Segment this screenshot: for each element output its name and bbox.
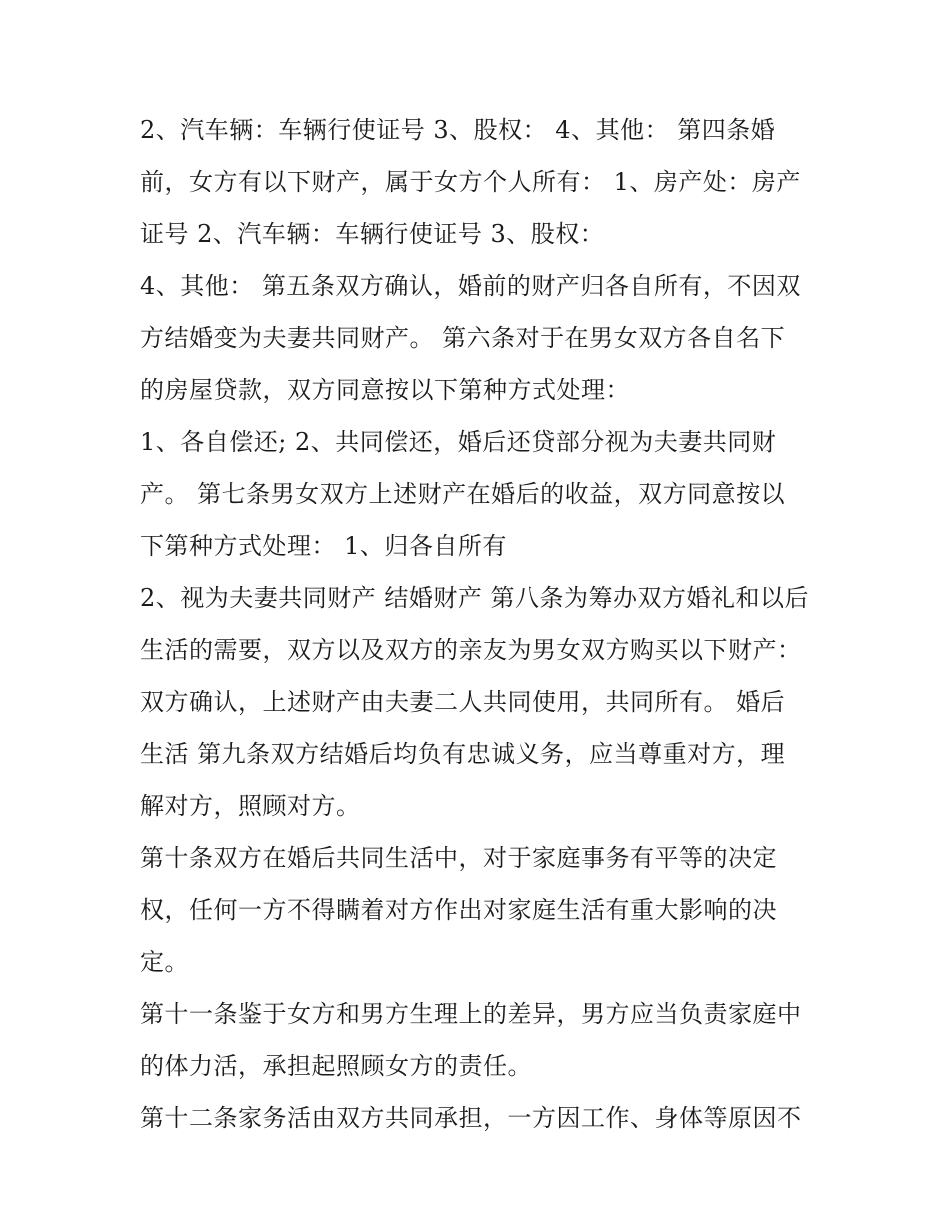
text-line: 生活 第九条双方结婚后均负有忠诚义务，应当尊重对方，理 [140,740,786,768]
text-line: 2、汽车辆：车辆行使证号 3、股权： 4、其他： 第四条婚 [140,116,776,144]
text-line: 的体力活，承担起照顾女方的责任。 [140,1052,532,1080]
text-line: 的房屋贷款，双方同意按以下第种方式处理： [140,376,630,404]
text-line: 定。 [140,948,189,976]
text-line: 前，女方有以下财产，属于女方个人所有： 1、房产处：房产 [140,168,801,196]
text-line: 2、视为夫妻共同财产 结婚财产 第八条为筹办双方婚礼和以后 [140,584,810,612]
text-line: 第十一条鉴于女方和男方生理上的差异，男方应当负责家庭中 [140,1000,802,1028]
text-line: 下第种方式处理： 1、归各自所有 [140,532,507,560]
text-line: 证号 2、汽车辆：车辆行使证号 3、股权： [140,220,605,248]
text-line: 产。 第七条男女双方上述财产在婚后的收益，双方同意按以 [140,480,786,508]
text-line: 第十条双方在婚后共同生活中，对于家庭事务有平等的决定 [140,844,777,872]
document-body [140,110,820,1150]
text-line: 1、各自偿还; 2、共同偿还，婚后还贷部分视为夫妻共同财 [140,428,777,456]
text-line: 方结婚变为夫妻共同财产。 第六条对于在男女双方各自名下 [140,324,786,352]
text-line: 双方确认，上述财产由夫妻二人共同使用，共同所有。 婚后 [140,688,786,716]
text-line: 第十二条家务活由双方共同承担，一方因工作、身体等原因不 [140,1104,802,1132]
text-line: 解对方，照顾对方。 [140,792,361,820]
text-line: 4、其他： 第五条双方确认，婚前的财产归各自所有，不因双 [140,272,801,300]
text-line: 权，任何一方不得瞒着对方作出对家庭生活有重大影响的决 [140,896,777,924]
text-line: 生活的需要，双方以及双方的亲友为男女双方购买以下财产： [140,636,802,664]
